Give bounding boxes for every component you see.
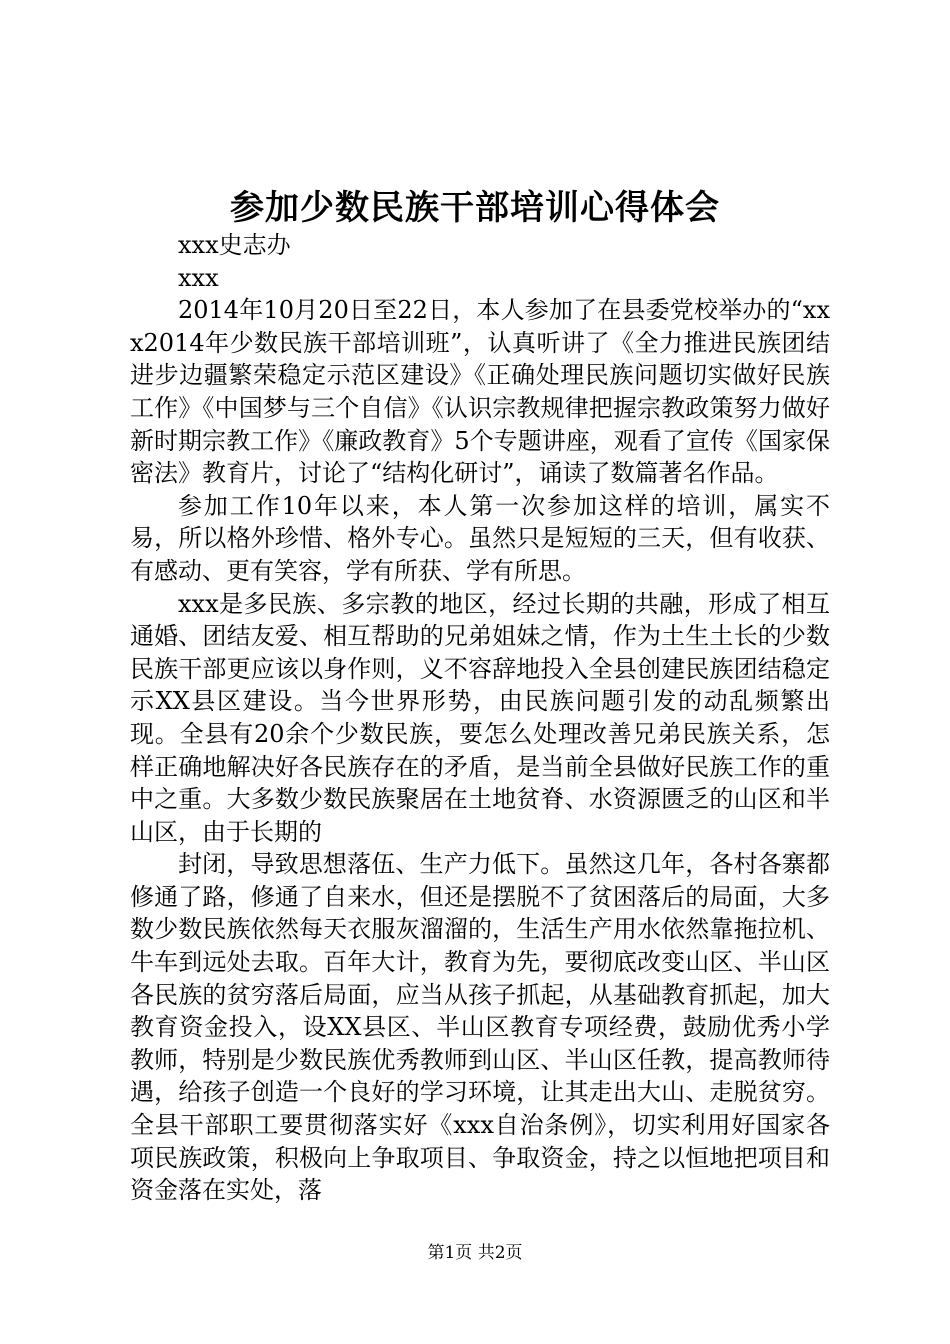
author-org: xxx史志办 — [178, 231, 291, 259]
paragraph-3: xxx是多民族、多宗教的地区，经过长期的共融，形成了相互通婚、团结友爱、相互帮助的兄弟姐妹之情，作为土生土长的少数民族干部更应该以身作则，义不容辞地投入全县创建民族团结稳定示XX县区建设。当今世界形势，由民族问题引发的动乱频繁出现。全县有20余个少数民族，要怎么处理改善兄弟民族关系，怎样正确地解决好各民族存在的矛盾，是当前全县做好民族工作的重中之重。大多数少数民族聚居在土地贫脊、水资源匮乏的山区和半山区，由于长期的 — [130, 589, 830, 846]
paragraph-2: 参加工作10年以来，本人第一次参加这样的培训，属实不易，所以格外珍惜、格外专心。虽然只是短短的三天，但有收获、有感动、更有笑容，学有所获、学有所思。 — [130, 491, 830, 585]
page-number-footer: 第1页 共2页 — [427, 1243, 523, 1263]
author-name: xxx — [178, 263, 219, 292]
document-title: 参加少数民族干部培训心得体会 — [230, 188, 720, 228]
paragraph-1: 2014年10月20日至22日，本人参加了在县委党校举办的“xxx2014年少数民族干部培训班”，认真听讲了《全力推进民族团结进步边疆繁荣稳定示范区建设》《正确处理民族问题切实做好民族工作》《中国梦与三个自信》《认识宗教规律把握宗教政策努力做好新时期宗教工作》《廉政教育》5个专题讲座，观看了宣传《国家保密法》教育片，讨论了“结构化研讨”，诵读了数篇著名作品。 — [130, 296, 830, 488]
paragraph-4: 封闭，导致思想落伍、生产力低下。虽然这几年，各村各寨都修通了路，修通了自来水，但还是摆脱不了贫困落后的局面，大多数少数民族依然每天衣服灰溜溜的，生活生产用水依然靠拖拉机、牛车到远处去取。百年大计，教育为先，要彻底改变山区、半山区各民族的贫穷落后局面，应当从孩子抓起，从基础教育抓起，加大教育资金投入，设XX县区、半山区教育专项经费，鼓励优秀小学教师，特别是少数民族优秀教师到山区、半山区任教，提高教师待遇，给孩子创造一个良好的学习环境，让其走出大山、走脱贫穷。全县干部职工要贯彻落实好《xxx自治条例》，切实利用好国家各项民族政策，积极向上争取项目、争取资金，持之以恒地把项目和资金落在实处，落 — [130, 850, 830, 1205]
document-body — [130, 229, 830, 1207]
